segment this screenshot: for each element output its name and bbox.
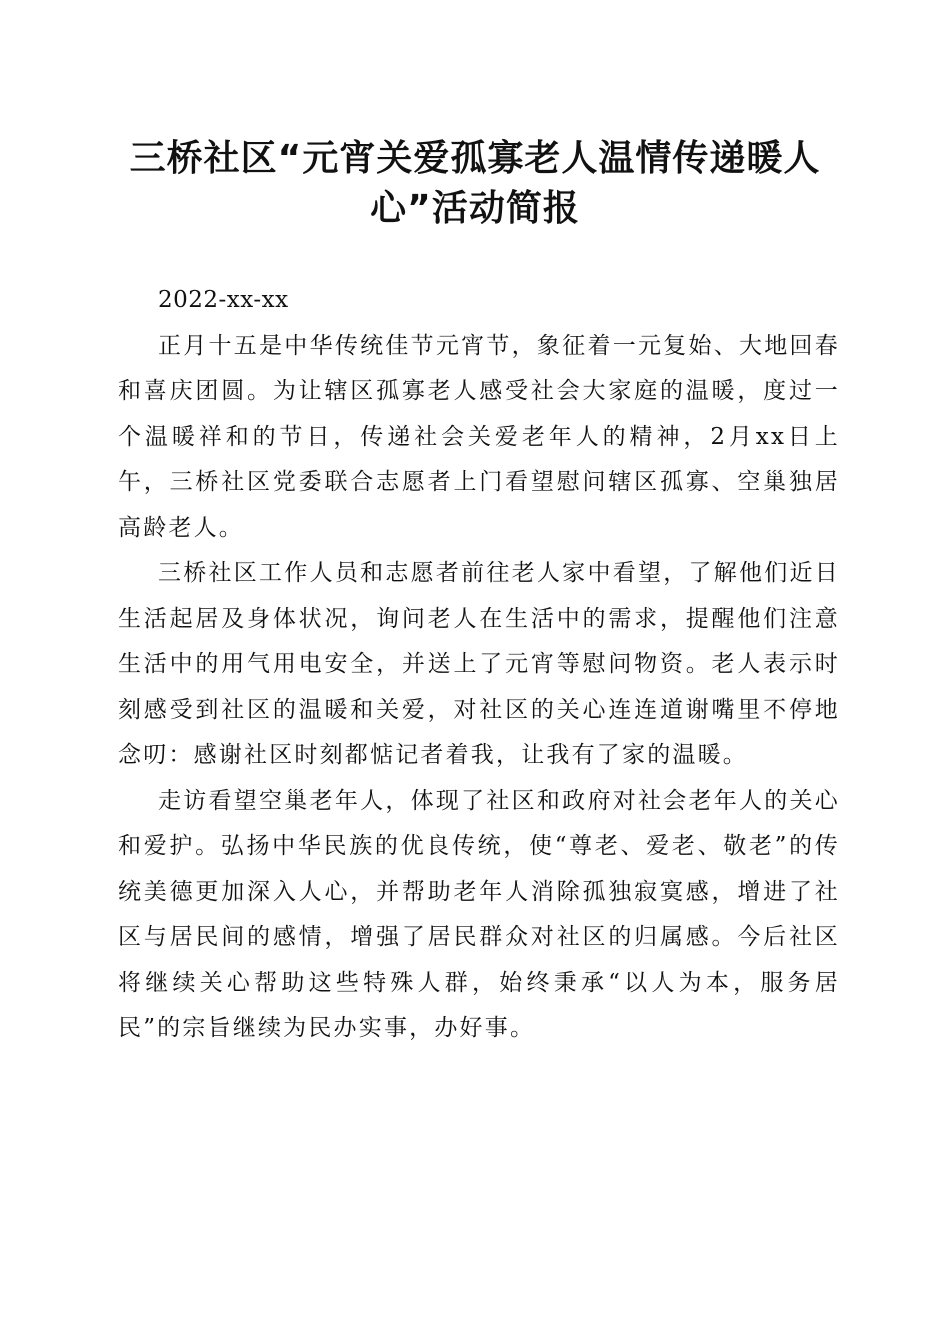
document-body xyxy=(118,278,840,1052)
document-title: 三桥社区“元宵关爱孤寡老人温情传递暖人心”活动简报 xyxy=(129,138,821,229)
document-date: 2022-xx-xx xyxy=(158,287,289,313)
paragraph: 正月十五是中华传统佳节元宵节，象征着一元复始、大地回春和喜庆团圆。为让辖区孤寡老人感受社会大家庭的温暖，度过一个温暖祥和的节日，传递社会关爱老年人的精神，2月xx日上午，三桥社区党委联合志愿者上门看望慰问辖区孤寡、空巢独居高龄老人。 xyxy=(118,332,840,541)
paragraph: 三桥社区工作人员和志愿者前往老人家中看望，了解他们近日生活起居及身体状况，询问老人在生活中的需求，提醒他们注意生活中的用气用电安全，并送上了元宵等慰问物资。老人表示时刻感受到社区的温暖和关爱，对社区的关心连连道谢嘴里不停地念叨：感谢社区时刻都惦记者着我，让我有了家的温暖。 xyxy=(118,560,840,768)
paragraph: 走访看望空巢老年人，体现了社区和政府对社会老年人的关心和爱护。弘扬中华民族的优良传统，使“尊老、爱老、敬老”的传统美德更加深入人心，并帮助老年人消除孤独寂寞感，增进了社区与居民间的感情，增强了居民群众对社区的归属感。今后社区将继续关心帮助这些特殊人群，始终秉承“以人为本，服务居民”的宗旨继续为民办实事，办好事。 xyxy=(118,787,840,1041)
